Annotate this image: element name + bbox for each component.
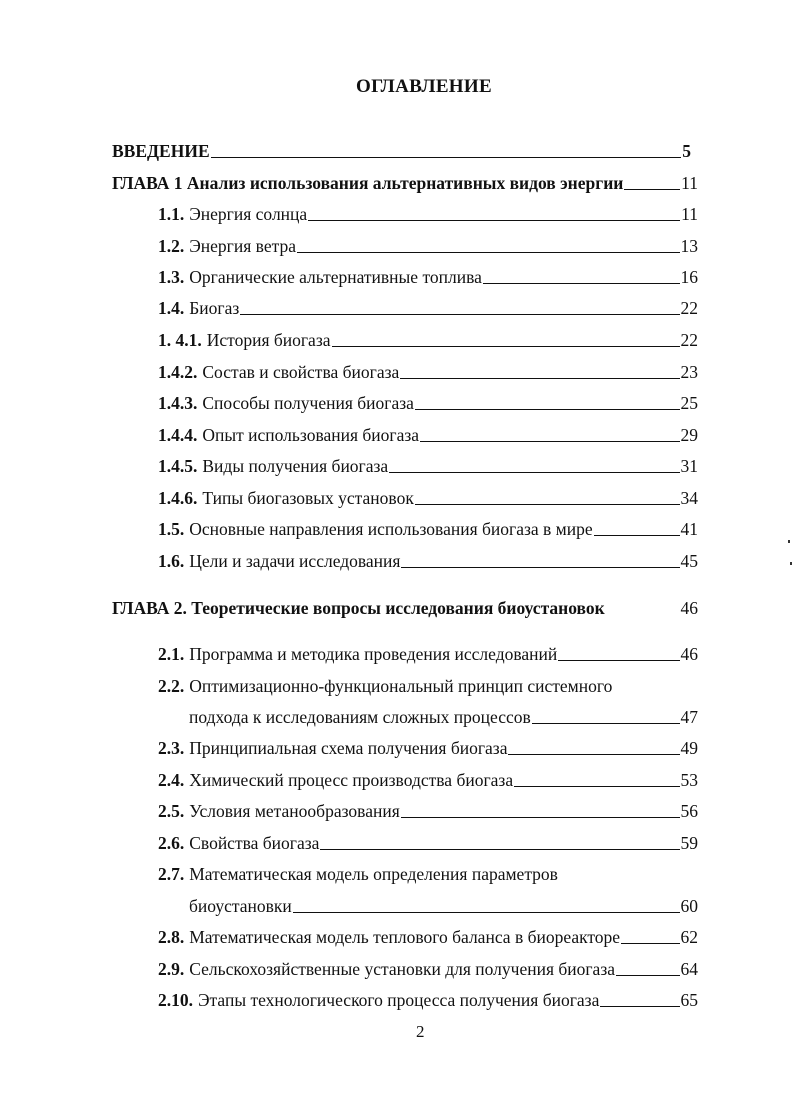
toc-item-number: 2.2.: [158, 676, 185, 696]
toc-item-title: Математическая модель определения параметров: [189, 864, 558, 884]
toc-item: [158, 488, 698, 508]
toc-item-number: 1.5.: [158, 519, 185, 539]
toc-chapter-2-page: 46: [680, 598, 698, 618]
toc-item-title: История биогаза: [206, 330, 331, 350]
toc-item-page: 45: [680, 551, 698, 571]
toc-item: [158, 267, 698, 287]
toc-item: [158, 676, 612, 696]
toc-item-title: Способы получения биогаза: [202, 393, 414, 413]
dot-leader: [320, 849, 679, 850]
toc-item-page: 49: [680, 738, 698, 758]
toc-item-page: 25: [680, 393, 698, 413]
toc-item-title: Биогаз: [189, 298, 240, 318]
toc-item-page: 22: [680, 298, 698, 318]
toc-item-title: Химический процесс производства биогаза: [189, 770, 514, 790]
toc-item-number: 1.1.: [158, 204, 185, 224]
toc-item-title: Сельскохозяйственные установки для получения биогаза: [189, 959, 616, 979]
toc-item: [158, 519, 698, 539]
toc-item: [158, 330, 698, 350]
toc-item-page: 23: [680, 362, 698, 382]
toc-item: [158, 204, 698, 224]
toc-item: [158, 959, 698, 979]
toc-item-page: 47: [680, 707, 698, 727]
dot-leader: [600, 1006, 679, 1007]
toc-item-title: Опыт использования биогаза: [202, 425, 420, 445]
toc-item: [158, 362, 698, 382]
toc-item-page: 65: [680, 990, 698, 1010]
toc-item-number: 1.2.: [158, 236, 185, 256]
toc-item-page: 34: [680, 488, 698, 508]
toc-item-number: 1.4.2.: [158, 362, 198, 382]
toc-intro-page: 5: [682, 141, 691, 161]
dot-leader: [293, 912, 680, 913]
dot-leader: [558, 660, 679, 661]
toc-item: [158, 551, 698, 571]
toc-item-title: Основные направления использования биогаза в мире: [189, 519, 593, 539]
scan-speck: [788, 540, 790, 543]
dot-leader: [415, 409, 680, 410]
toc-item-title: Принципиальная схема получения биогаза: [189, 738, 508, 758]
toc-item: [158, 770, 698, 790]
toc-item: [158, 801, 698, 821]
dot-leader: [508, 754, 679, 755]
dot-leader: [389, 472, 679, 473]
toc-item-number: 1.6.: [158, 551, 185, 571]
toc-item-page: 41: [680, 519, 698, 539]
toc-item: [158, 833, 698, 853]
toc-item-number: 1.4.: [158, 298, 185, 318]
toc-item-page: 59: [680, 833, 698, 853]
toc-item-title: Этапы технологического процесса получения биогаза: [198, 990, 600, 1010]
toc-item-continuation: [189, 896, 698, 916]
toc-item: [158, 990, 698, 1010]
dot-leader: [332, 346, 680, 347]
toc-item-continuation: [189, 707, 698, 727]
toc-item: [158, 864, 558, 884]
toc-item-number: 2.1.: [158, 644, 185, 664]
toc-item-page: 53: [680, 770, 698, 790]
toc-item-title: Органические альтернативные топлива: [189, 267, 482, 287]
dot-leader: [420, 441, 679, 442]
toc-item: [158, 456, 698, 476]
toc-item-number: 1.4.3.: [158, 393, 198, 413]
dot-leader: [211, 157, 682, 158]
toc-item-number: 2.10.: [158, 990, 193, 1010]
scan-speck: [790, 562, 792, 565]
dot-leader: [401, 567, 679, 568]
toc-item-number: 1.3.: [158, 267, 185, 287]
dot-leader: [594, 535, 680, 536]
toc-item-page: 13: [680, 236, 698, 256]
dot-leader: [532, 723, 680, 724]
toc-item-number: 2.4.: [158, 770, 185, 790]
toc-chapter-1-page: 11: [681, 173, 698, 193]
toc-item-title: Математическая модель теплового баланса в биореакторе: [189, 927, 621, 947]
toc-item-number: 2.3.: [158, 738, 185, 758]
toc-item-page: 62: [680, 927, 698, 947]
toc-item-page: 29: [680, 425, 698, 445]
dot-leader: [401, 817, 680, 818]
toc-chapter-1: [112, 173, 698, 193]
dot-leader: [415, 504, 680, 505]
dot-leader: [297, 252, 680, 253]
toc-intro: [112, 141, 691, 161]
toc-chapter-2: [112, 598, 698, 618]
toc-intro-label: ВВЕДЕНИЕ: [112, 141, 210, 161]
toc-item-title: Состав и свойства биогаза: [202, 362, 400, 382]
toc-item-page: 22: [680, 330, 698, 350]
toc-item-page: 56: [680, 801, 698, 821]
toc-item-page: 64: [680, 959, 698, 979]
toc-item: [158, 425, 698, 445]
toc-item-number: 1. 4.1.: [158, 330, 202, 350]
toc-item-title: Энергия ветра: [189, 236, 296, 256]
dot-leader: [400, 378, 679, 379]
toc-item: [158, 236, 698, 256]
toc-item-title: Типы биогазовых установок: [202, 488, 414, 508]
toc-item-title-cont: подхода к исследованиям сложных процессов: [189, 707, 531, 727]
dot-leader: [616, 975, 679, 976]
toc-chapter-2-label: ГЛАВА 2. Теоретические вопросы исследования биоустановок: [112, 598, 605, 618]
toc-item-title: Оптимизационно-функциональный принцип системного: [189, 676, 613, 696]
dot-leader: [483, 283, 680, 284]
dot-leader: [624, 189, 680, 190]
toc-item-page: 60: [680, 896, 698, 916]
dot-leader: [308, 220, 680, 221]
toc-item-number: 1.4.6.: [158, 488, 198, 508]
toc-item-page: 11: [681, 204, 698, 224]
toc-item-page: 16: [680, 267, 698, 287]
toc-item-number: 2.9.: [158, 959, 185, 979]
toc-item: [158, 927, 698, 947]
toc-item-title: Виды получения биогаза: [202, 456, 389, 476]
toc-item: [158, 644, 698, 664]
toc-item: [158, 738, 698, 758]
toc-item-title: Свойства биогаза: [189, 833, 320, 853]
toc-item-title: Энергия солнца: [189, 204, 308, 224]
page-number: 2: [416, 1022, 425, 1041]
dot-leader: [621, 943, 679, 944]
toc-item-title: Условия метанообразования: [189, 801, 400, 821]
toc-item-title-cont: биоустановки: [189, 896, 292, 916]
toc-item-page: 46: [680, 644, 698, 664]
toc-item-number: 2.5.: [158, 801, 185, 821]
toc-chapter-1-label: ГЛАВА 1 Анализ использования альтернативных видов энергии: [112, 173, 624, 193]
toc-item-title: Цели и задачи исследования: [189, 551, 401, 571]
page-title: ОГЛАВЛЕНИЕ: [356, 76, 492, 97]
toc-item-number: 1.4.4.: [158, 425, 198, 445]
toc-item-number: 2.8.: [158, 927, 185, 947]
toc-item-number: 2.6.: [158, 833, 185, 853]
toc-item: [158, 298, 698, 318]
toc-item-number: 1.4.5.: [158, 456, 198, 476]
toc-item-page: 31: [680, 456, 698, 476]
toc-item: [158, 393, 698, 413]
toc-item-number: 2.7.: [158, 864, 185, 884]
dot-leader: [240, 314, 679, 315]
toc-item-title: Программа и методика проведения исследований: [189, 644, 558, 664]
dot-leader: [514, 786, 679, 787]
